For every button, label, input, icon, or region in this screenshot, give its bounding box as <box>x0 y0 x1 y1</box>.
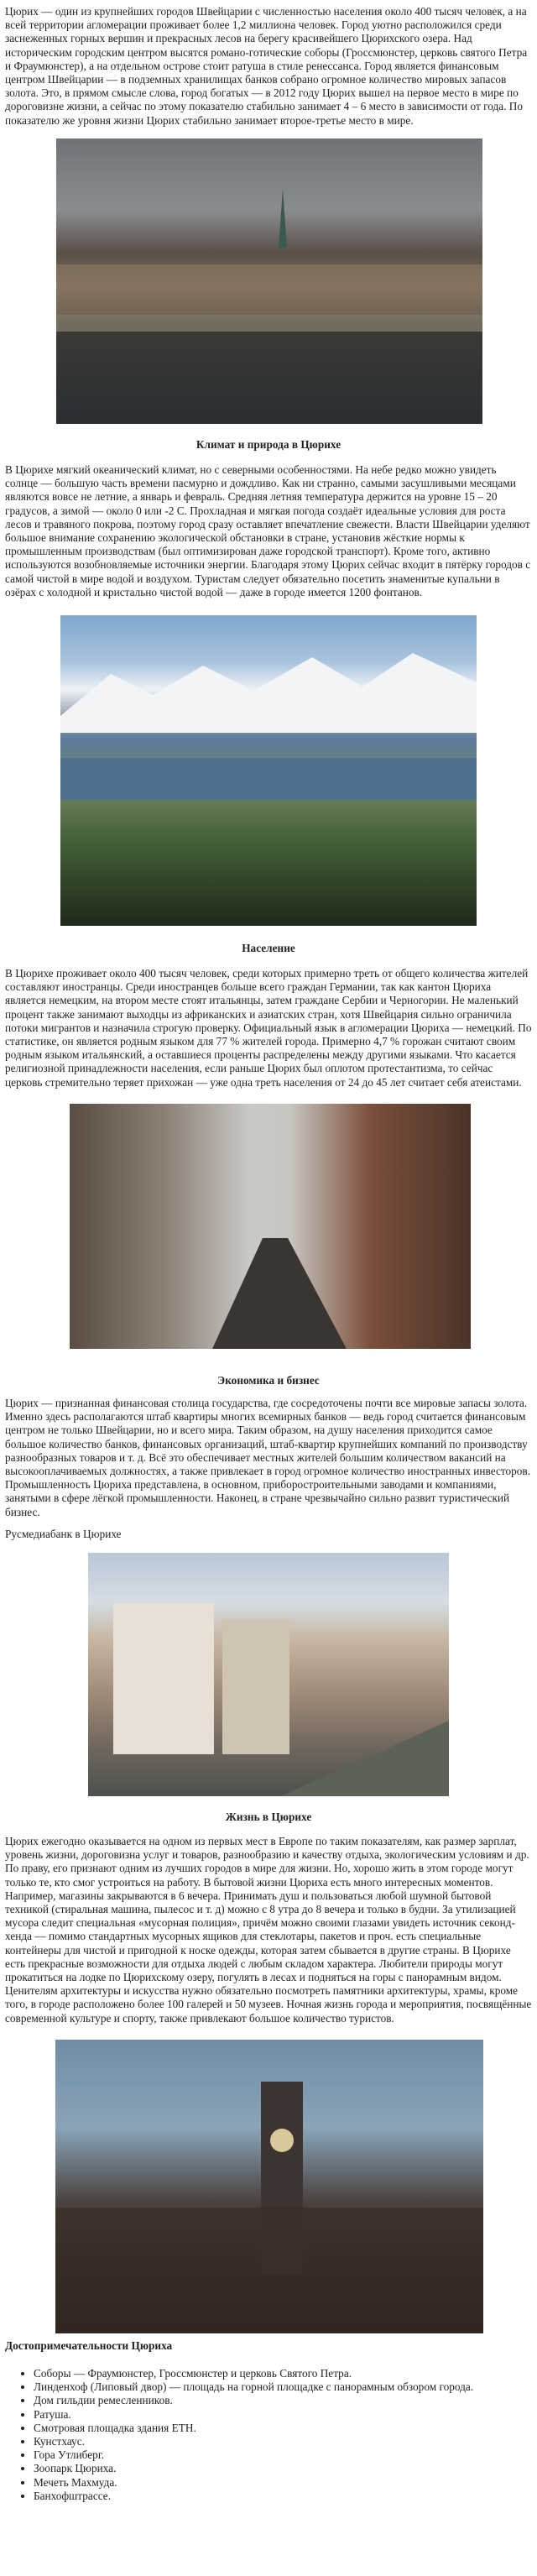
section-heading-climate: Климат и природа в Цюрихе <box>196 438 341 451</box>
photo-bank-buildings <box>88 1553 449 1796</box>
intro-paragraph: Цюрих — один из крупнейших городов Швейцарии с численностью населения около 400 тысяч человек, а на всей территории агломерации проживает более 1,2 миллиона человек. Город уютно расположился среди заснеженных горных вершин и прекрасных лесов на берегу красивейшего Цюрихского озера. Над историческим городским центром высятся романо-готические соборы (Гроссмюнстер, церковь святого Петра и Фраумюнстер), а на отдельном острове стоит ратуша в стиле ренессанса. Город является финансовым центром Швейцарии — в подземных хранилищах банков собрано огромное количество мировых запасов золота. Это, в прямом смысле слова, город богатых — в 2012 году Цюрих вышел на первое место в мире по дороговизне жизни, а сейчас по этому показателю стабильно занимает 4 – 6 место в зависимости от года. По показателю же уровня жизни Цюрих стабильно занимает второе-третье место в мире. <box>5 5 528 127</box>
climate-paragraph: В Цюрихе мягкий океанический климат, но с северными особенностями. На небе редко можно увидеть солнце — большую часть времени пасмурно и дождливо. Как ни странно, самыми засушливыми месяцами являются вовсе не летние, а январь и февраль. Средняя летняя температура держится на уровне 15 – 20 градусов, а зимой — около 0 или -2 С. Прохладная и мягкая погода создаёт идеальные условия для роста лесов и травяного покрова, поэтому город сразу оставляет впечатление свежести. Власти Швейцарии уделяют большое внимание сохранению экологической обстановки в стране, установив жёсткие нормы к промышленным производствам (был оптимизирован даже городской транспорт). Кроме того, активно используются возобновляемые источники энергии. Благодаря этому Цюрих сейчас входит в пятёрку городов с самой чистой в мире водой и воздухом. Туристам следует обязательно посетить знаменитые купальни в озёрах с холодной и кристально чистой водой — даже в городе имеется 1200 фонтанов. <box>5 463 531 598</box>
list-item: • Кунстхаус. <box>34 2435 473 2448</box>
photo-street <box>70 1104 471 1349</box>
sights-heading: Достопримечательности Цюриха <box>5 2339 173 2352</box>
sights-list <box>0 2367 473 2503</box>
section-heading-economy: Экономика и бизнес <box>217 1374 320 1387</box>
list-item: • Мечеть Махмуда. <box>34 2476 473 2490</box>
economy-paragraph: Цюрих — признанная финансовая столица государства, где сосредоточены почти все мировые запасы золота. Именно здесь располагаются штаб квартиры многих всемирных банков — ведь город считается финансовым центром не только Швейцарии, но и всего мира. Таким образом, на душу населения приходится самое большое количество банков, финансовых организаций, штаб-квартир крупнейших компаний по производству разнообразных товаров и т. д. Всё это обеспечивает местных жителей большим количеством вакансий на высокооплачиваемых должностях, а также привлекает в город огромное количество иностранных инвесторов. Промышленность Цюриха представлена, в основном, приборостроительными заводами и компаниями, занятыми в сфере лёгкой промышленности. Наконец, в стране чрезвычайно сильно развит туристический бизнес. <box>5 1397 531 1518</box>
image-caption: Русмедиабанк в Цюрихе <box>5 1528 122 1540</box>
list-item: • Смотровая площадка здания ETH. <box>34 2422 473 2435</box>
list-item: • Гора Утлиберг. <box>34 2448 473 2462</box>
church-spire-icon <box>56 138 482 424</box>
list-item: • Линденхоф (Липовый двор) — площадь на горной площадке с панорамным обзором города. <box>34 2380 473 2394</box>
photo-zurich-riverside <box>56 138 482 424</box>
population-paragraph: В Цюрихе проживает около 400 тысяч человек, среди которых примерно треть от общего количества жителей составляют иностранцы. Среди иностранцев больше всего граждан Германии, так как кантон Цюриха является немецким, на втором месте стоят итальянцы, затем граждане Сербии и Черногории. Не маленький процент также занимают выходцы из африканских и азиатских стран, хотя Швейцария сильно ограничила потоки мигрантов и назначила строгую проверку. Официальный язык в агломерации Цюриха — немецкий. По статистике, он является родным языком для 77 % жителей города. Примерно 4,7 % горожан считают своим родным языком итальянский, а оставшиеся проценты распределены между другими языками. Что касается религиозной принадлежности населения, если раньше Цюрих был оплотом протестантизма, то сейчас церковь стремительно теряет прихожан — уже одна треть населения от 24 до 45 лет считает себя атеистами. <box>5 967 532 1089</box>
list-item: • Зоопарк Цюриха. <box>34 2462 473 2475</box>
section-heading-life: Жизнь в Цюрихе <box>225 1811 312 1823</box>
list-item: • Ратуша. <box>34 2408 473 2422</box>
list-item: • Дом гильдии ремесленников. <box>34 2394 473 2407</box>
photo-lake-mountains <box>60 615 477 926</box>
clock-tower-icon <box>55 2040 483 2333</box>
section-heading-population: Население <box>242 942 295 954</box>
life-paragraph: Цюрих ежегодно оказывается на одном из первых мест в Европе по таким показателям, как размер зарплат, уровень жизни, дороговизна услуг и товаров, разнообразию и качеству отдыха, экологическим условиям и др. По праву, его признают одним из лучших городов в мире для жизни. Но, хорошо жить в этом городе могут только те, кто смог устроиться на работу. В бытовой жизни Цюриха есть много интересных моментов. Например, магазины закрываются в 6 вечера. Принимать душ и пользоваться любой шумной бытовой техникой (стиральная машина, пылесос и т. д) можно с 8 утра до 8 вечера и только в будни. За утилизацией мусора следит специальная «мусорная полиция», причём можно своими глазами увидеть источник секонд-хенда — помимо стандартных мусорных ящиков для стеклотары, пакетов и проч. есть специальные контейнеры для чистой и пригодной к носке одежды, которая затем сбывается в другие страны. В Цюрихе есть прекрасные возможности для отдыха людей с любым складом характера. Любители природы могут прокатиться на лодке по Цюрихскому озеру, погулять в лесах и подняться на горы с панорамным видом. Ценителям архитектуры и искусства нужно обязательно посмотреть памятники архитектуры, храмы, кроме того, в городе расположено более 100 галерей и 50 музеев. Ночная жизнь города и мероприятия, посвящённые современной культуре и спорту, также привлекают большое количество туристов. <box>5 1835 532 2025</box>
mountain-range-icon <box>60 615 477 926</box>
photo-clock-tower-night <box>55 2040 483 2333</box>
list-item: • Банхофштрассе. <box>34 2490 473 2503</box>
list-item: • Соборы — Фраумюнстер, Гроссмюнстер и церковь Святого Петра. <box>34 2367 473 2380</box>
